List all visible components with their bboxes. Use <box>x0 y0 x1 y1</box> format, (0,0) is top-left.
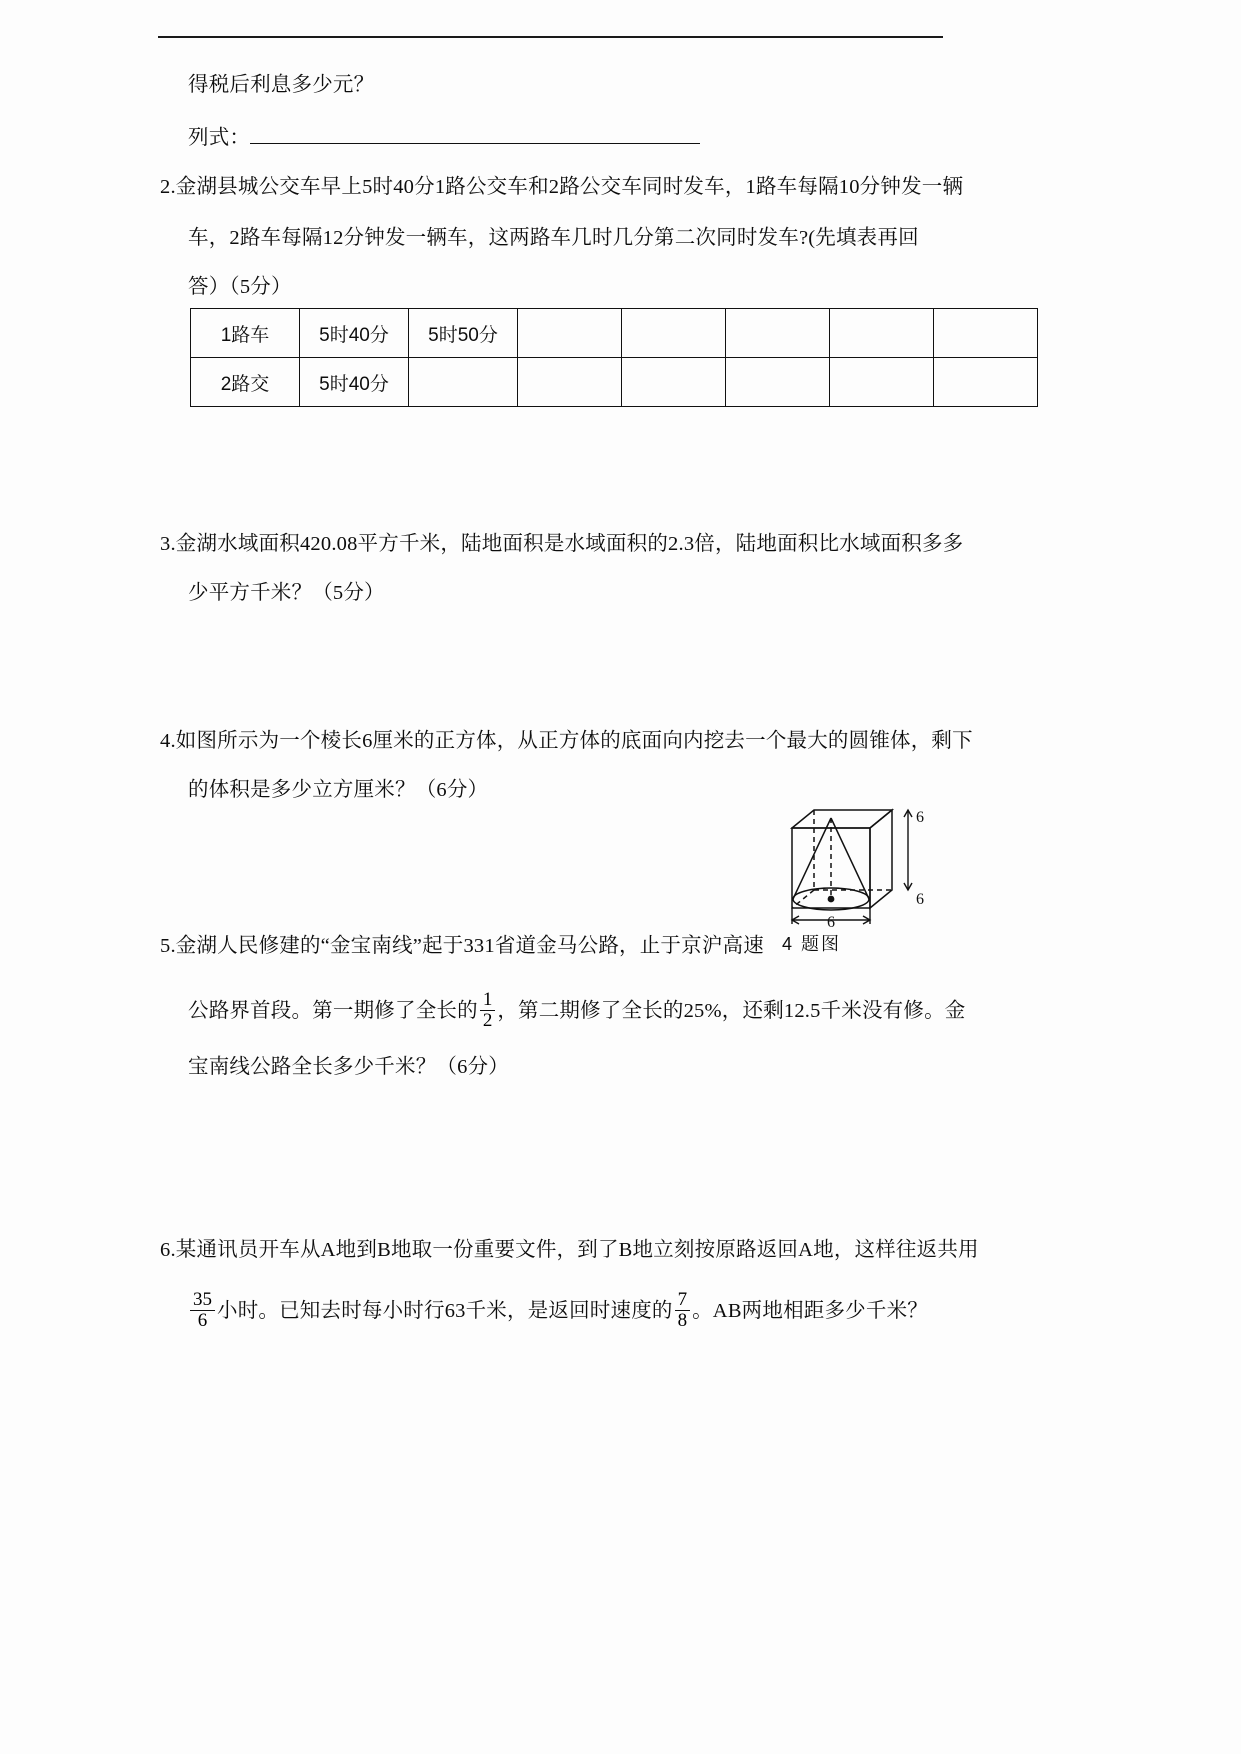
question-6-line-2 <box>188 1290 928 1331</box>
answer-prompt-label: 列式： <box>188 127 251 150</box>
cell-bus2-t4[interactable] <box>622 358 726 407</box>
dim-label-width: 6 <box>827 914 835 931</box>
cube-top-face <box>792 810 892 828</box>
cell-bus2-t1[interactable]: 5时40分 <box>300 358 409 407</box>
cell-bus2-t7[interactable] <box>934 358 1038 407</box>
answer-prompt-row <box>188 128 700 149</box>
cell-bus1-t3[interactable] <box>518 309 622 358</box>
question-4-line-1: 4.如图所示为一个棱长6厘米的正方体，从正方体的底面向内挖去一个最大的圆锥体，剩下 <box>160 730 973 752</box>
table-row <box>191 358 1038 407</box>
cell-bus2-t6[interactable] <box>830 358 934 407</box>
question-3-line-1: 3.金湖水域面积420.08平方千米，陆地面积是水域面积的2.3倍，陆地面积比水域面积多多 <box>160 533 964 555</box>
row-label-bus-2: 2路交 <box>191 358 300 407</box>
fraction-seven-eighths <box>675 1290 691 1331</box>
bus-schedule-table <box>190 308 1038 407</box>
cube-right-face <box>870 810 892 908</box>
question-6-line-1: 6.某通讯员开车从A地到B地取一份重要文件，到了B地立刻按原路返回A地，这样往返共用 <box>160 1239 979 1261</box>
cell-bus1-t7[interactable] <box>934 309 1038 358</box>
figure-caption-q4: 4 题图 <box>782 934 842 954</box>
question-5-line-3: 宝南线公路全长多少千米？（6分） <box>188 1056 509 1078</box>
cell-bus1-t2[interactable]: 5时50分 <box>409 309 518 358</box>
table-row <box>191 309 1038 358</box>
cone-base-center-dot <box>828 896 835 903</box>
fraction-numerator: 7 <box>677 1289 688 1310</box>
cell-bus1-t1[interactable]: 5时40分 <box>300 309 409 358</box>
question-tail-text: 得税后利息多少元？ <box>188 74 375 96</box>
fraction-thirty-five-sixths <box>190 1290 215 1331</box>
cell-bus2-t2[interactable] <box>409 358 518 407</box>
fraction-denominator: 6 <box>190 1310 215 1331</box>
fraction-numerator: 1 <box>482 989 493 1010</box>
question-6-line-2-part-b: 。AB两地相距多少千米？ <box>692 1299 928 1322</box>
fraction-one-half <box>480 990 496 1031</box>
question-5-line-2-part-b: ，第二期修了全长的25%，还剩12.5千米没有修。金 <box>497 999 966 1022</box>
question-6-line-2-part-a: 小时。已知去时每小时行63千米，是返回时速度的 <box>217 1299 673 1322</box>
fraction-denominator: 8 <box>675 1310 691 1331</box>
question-5-line-1: 5.金湖人民修建的“金宝南线”起于331省道金马公路，止于京沪高速 <box>160 935 764 957</box>
question-4-line-2: 的体积是多少立方厘米？（6分） <box>188 779 489 801</box>
question-5-line-2-part-a: 公路界首段。第一期修了全长的 <box>188 999 478 1022</box>
dim-label-height: 6 <box>916 809 924 826</box>
cell-bus1-t4[interactable] <box>622 309 726 358</box>
question-2-line-2: 车，2路车每隔12分钟发一辆车，这两路车几时几分第二次同时发车?(先填表再回 <box>188 227 919 249</box>
cone-slant-right <box>831 818 869 899</box>
answer-blank-line[interactable] <box>250 128 700 144</box>
cell-bus2-t3[interactable] <box>518 358 622 407</box>
question-3-line-2: 少平方千米？（5分） <box>188 582 385 604</box>
header-divider-rule <box>158 36 943 38</box>
cell-bus1-t5[interactable] <box>726 309 830 358</box>
fraction-numerator: 35 <box>193 1289 212 1310</box>
cell-bus2-t5[interactable] <box>726 358 830 407</box>
fraction-denominator: 2 <box>480 1010 496 1031</box>
question-2-line-3: 答）（5分） <box>188 276 292 298</box>
cell-bus1-t6[interactable] <box>830 309 934 358</box>
cone-slant-left <box>793 818 831 899</box>
question-2-line-1: 2.金湖县城公交车早上5时40分1路公交车和2路公交车同时发车，1路车每隔10分钟发一辆 <box>160 176 964 198</box>
question-5-line-2 <box>188 990 965 1031</box>
dim-label-depth: 6 <box>916 891 924 908</box>
row-label-bus-1: 1路车 <box>191 309 300 358</box>
